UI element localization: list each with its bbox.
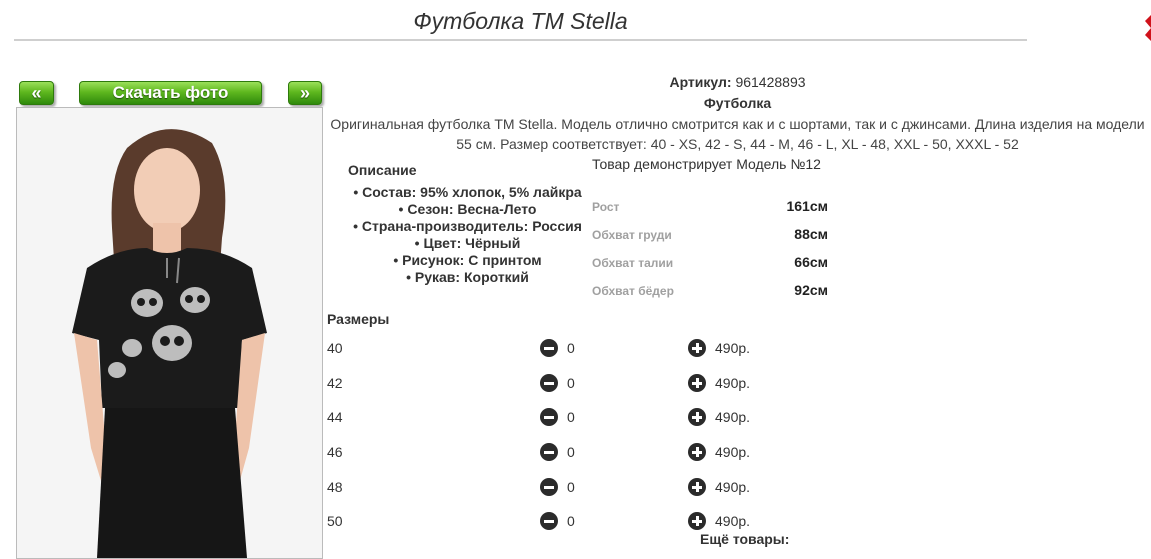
spec-item: • Страна-производитель: Россия <box>340 218 595 235</box>
size-row <box>327 339 767 359</box>
download-photo-button[interactable]: Скачать фото <box>79 81 262 105</box>
plus-circle-icon[interactable] <box>688 408 706 426</box>
size-label: 46 <box>327 444 343 460</box>
minus-circle-icon[interactable] <box>540 443 558 461</box>
measurement-hips <box>592 282 828 302</box>
spec-item: • Сезон: Весна-Лето <box>340 201 595 218</box>
measurement-label: Рост <box>592 200 620 214</box>
sizes-title: Размеры <box>327 311 390 327</box>
size-label: 40 <box>327 340 343 356</box>
measurement-value: 66см <box>794 254 828 270</box>
price-value: 490р. <box>715 513 751 529</box>
quantity-value: 0 <box>567 444 575 460</box>
product-photo[interactable] <box>16 107 323 559</box>
measurement-value: 88см <box>794 226 828 242</box>
specs-list <box>340 184 595 286</box>
size-row <box>327 374 767 394</box>
size-label: 48 <box>327 479 343 495</box>
minus-circle-icon[interactable] <box>540 339 558 357</box>
quantity-value: 0 <box>567 409 575 425</box>
measurement-value: 161см <box>786 198 828 214</box>
page-title: Футболка TM Stella <box>413 8 628 34</box>
measurement-label: Обхват груди <box>592 228 672 242</box>
size-row <box>327 478 767 498</box>
more-products-heading: Ещё товары: <box>700 531 790 547</box>
price-value: 490р. <box>715 409 751 425</box>
product-type: Футболка <box>703 95 772 111</box>
article-label: Артикул: <box>669 74 732 90</box>
size-label: 50 <box>327 513 343 529</box>
article-line <box>330 74 1145 90</box>
size-row <box>327 512 767 532</box>
spec-item: • Рисунок: С принтом <box>340 252 595 269</box>
quantity-value: 0 <box>567 375 575 391</box>
plus-circle-icon[interactable] <box>688 374 706 392</box>
price-value: 490р. <box>715 444 751 460</box>
price-value: 490р. <box>715 479 751 495</box>
prev-photo-button[interactable]: « <box>19 81 54 105</box>
minus-circle-icon[interactable] <box>540 478 558 496</box>
product-description: Оригинальная футболка TM Stella. Модель отлично смотрится как и с шортами, так и с джинсами. Длина изделия на модели 55 см. Размер соответствует: 40 - XS, 42 - S, 44 - M, 46 - L, XL - 48, XXL - 50, XXXL - 52 <box>330 116 1145 152</box>
quantity-value: 0 <box>567 479 575 495</box>
spec-item: • Цвет: Чёрный <box>340 235 595 252</box>
measurement-label: Обхват талии <box>592 256 674 270</box>
minus-circle-icon[interactable] <box>540 512 558 530</box>
size-row <box>327 443 767 463</box>
model-photo-illustration <box>17 108 322 558</box>
measurement-value: 92см <box>794 282 828 298</box>
measurement-waist <box>592 254 828 274</box>
model-demo-text: Товар демонстрирует Модель №12 <box>592 156 821 172</box>
article-value: 961428893 <box>735 74 806 90</box>
specs-title: Описание <box>348 162 417 178</box>
price-value: 490р. <box>715 340 751 356</box>
quantity-value: 0 <box>567 340 575 356</box>
next-photo-button[interactable]: » <box>288 81 322 105</box>
minus-circle-icon[interactable] <box>540 374 558 392</box>
plus-circle-icon[interactable] <box>688 512 706 530</box>
size-label: 44 <box>327 409 343 425</box>
red-corner-icon <box>1137 11 1151 45</box>
title-divider <box>14 39 1027 41</box>
size-row <box>327 408 767 428</box>
plus-circle-icon[interactable] <box>688 339 706 357</box>
plus-circle-icon[interactable] <box>688 443 706 461</box>
price-value: 490р. <box>715 375 751 391</box>
measurement-label: Обхват бёдер <box>592 284 674 298</box>
size-label: 42 <box>327 375 343 391</box>
spec-item: • Состав: 95% хлопок, 5% лайкра <box>340 184 595 201</box>
plus-circle-icon[interactable] <box>688 478 706 496</box>
measurement-chest <box>592 226 828 246</box>
spec-item: • Рукав: Короткий <box>340 269 595 286</box>
quantity-value: 0 <box>567 513 575 529</box>
measurement-height <box>592 198 828 218</box>
minus-circle-icon[interactable] <box>540 408 558 426</box>
